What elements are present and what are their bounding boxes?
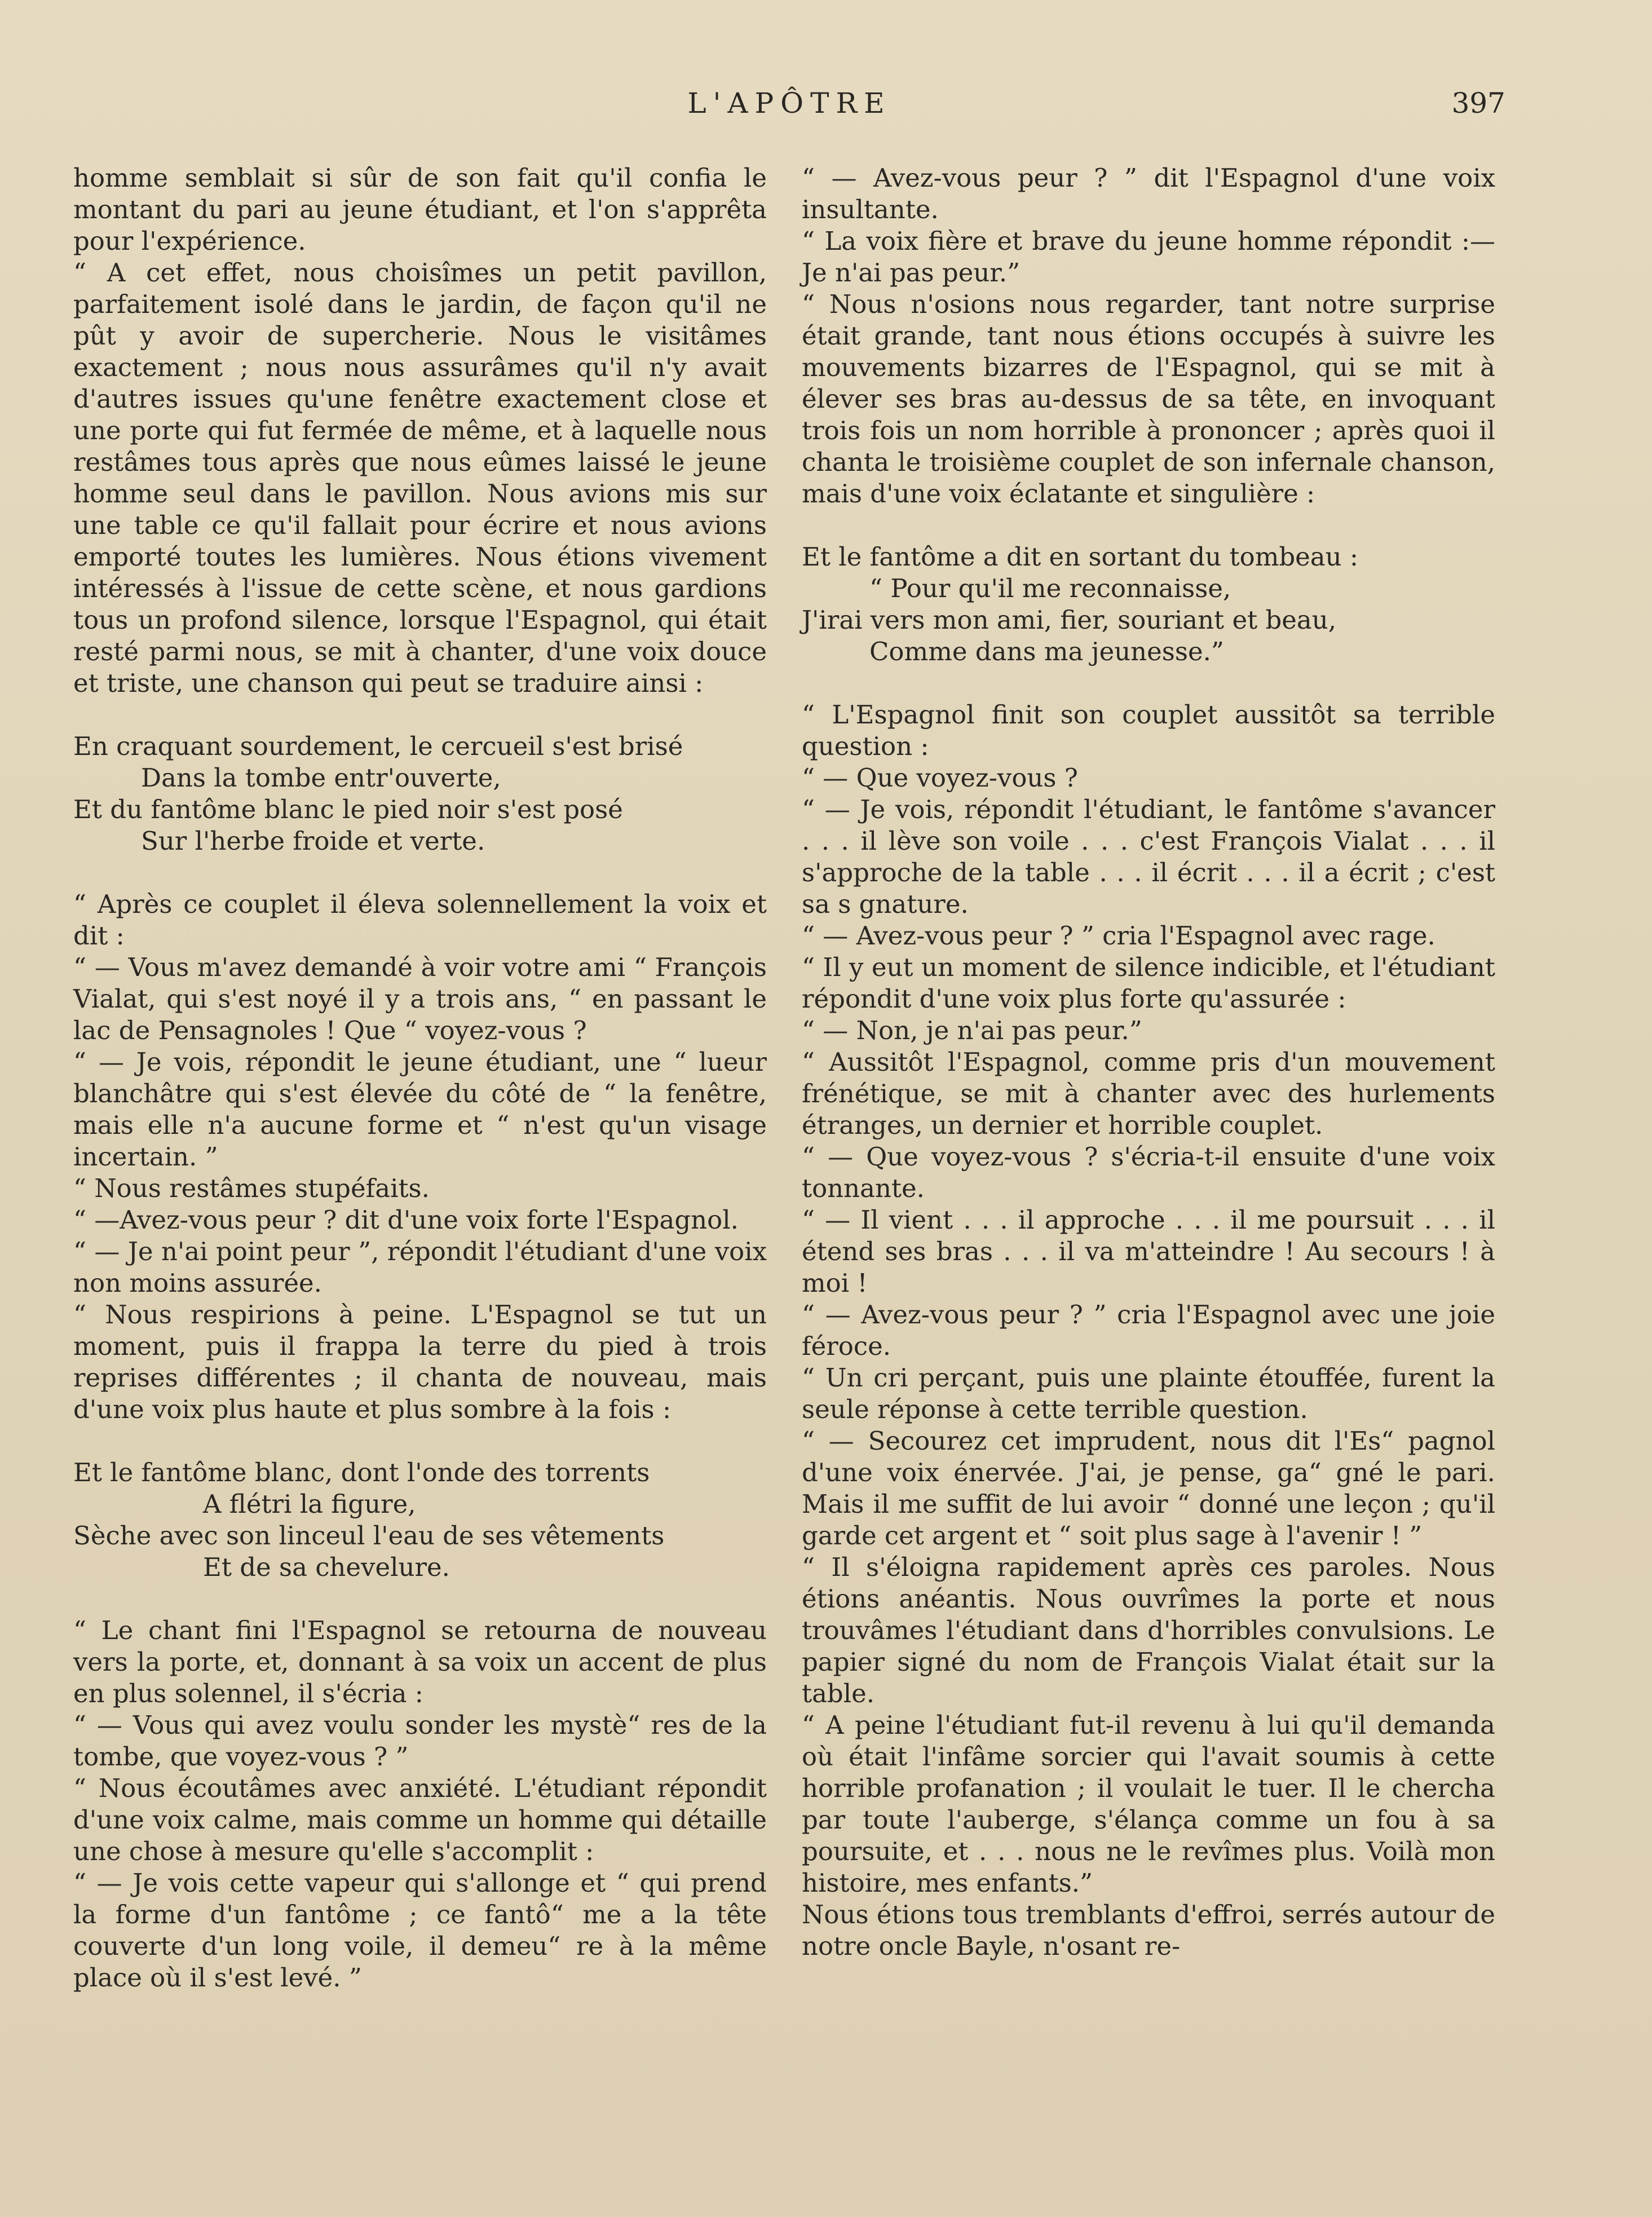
paragraph: homme semblait si sûr de son fait qu'il confia le montant du pari au jeune étudiant, et l'on s'apprêta pour l'expérience.: [73, 163, 767, 256]
paragraph: “ — Secourez cet imprudent, nous dit l'Es“ pagnol d'une voix énervée. J'ai, je pense, ga“ gné le pari. Mais il me suffit de lui avoir “ donné une leçon ; qu'il garde cet argent et “ soit plus sage à l'avenir ! ”: [802, 1426, 1495, 1551]
verse-line: A flétri la figure,: [203, 1489, 416, 1519]
paragraph: “ — Il vient . . . il approche . . . il me poursuit . . . il étend ses bras . . . il va m'atteindre ! Au secours ! à moi !: [802, 1205, 1495, 1298]
spacer: [802, 510, 1495, 541]
verse-line: Et le fantôme a dit en sortant du tombeau :: [802, 542, 1359, 572]
paragraph: “ — Que voyez-vous ?: [802, 763, 1078, 793]
paragraph: “ — Vous m'avez demandé à voir votre ami “ François Vialat, qui s'est noyé il y a trois ans, “ en passant le lac de Pensagnoles ! Que “ voyez-vous ?: [73, 952, 767, 1045]
spacer: [802, 668, 1495, 699]
spacer: [73, 857, 767, 889]
paragraph: “ Nous respirions à peine. L'Espagnol se tut un moment, puis il frappa la terre du pied à trois reprises différentes ; il chanta de nouveau, mais d'une voix plus haute et plus sombre à la fois :: [73, 1300, 767, 1424]
paragraph: “ Nous restâmes stupéfaits.: [73, 1173, 430, 1203]
paragraph: “ Nous n'osions nous regarder, tant notre surprise était grande, tant nous étions occupés à suivre les mouvements bizarres de l'Espagnol, qui se mit à élever ses bras au-dessus de sa tête, en invoquant trois fois un nom horrible à prononcer ; après quoi il chanta le troisième couplet de son infernale chanson, mais d'une voix éclatante et singulière :: [802, 289, 1495, 509]
verse-line: “ Pour qu'il me reconnaisse,: [869, 573, 1231, 603]
spacer: [73, 699, 767, 731]
paragraph: “ Nous écoutâmes avec anxiété. L'étudiant répondit d'une voix calme, mais comme un homme qui détaille une chose à mesure qu'elle s'accomplit :: [73, 1773, 767, 1866]
verse-line: Et du fantôme blanc le pied noir s'est posé: [73, 794, 623, 824]
paragraph: “ —Avez-vous peur ? dit d'une voix forte l'Espagnol.: [73, 1205, 739, 1235]
spacer: [73, 1583, 767, 1615]
page-header: [73, 85, 1505, 124]
paragraph: “ — Avez-vous peur ? ” dit l'Espagnol d'une voix insultante.: [802, 163, 1495, 224]
paragraph: “ A peine l'étudiant fut-il revenu à lui qu'il demanda où était l'infâme sorcier qui l'avait soumis à cette horrible profanation ; il voulait le tuer. Il le chercha par toute l'auberge, s'élança comme un fou à sa poursuite, et . . . nous ne le revîmes plus. Voilà mon histoire, mes enfants.”: [802, 1710, 1495, 1898]
verse-line: Et le fantôme blanc, dont l'onde des torrents: [73, 1458, 650, 1487]
paragraph: “ — Je vois, répondit le jeune étudiant, une “ lueur blanchâtre qui s'est élevée du côté de “ la fenêtre, mais elle n'a aucune forme et “ n'est qu'un visage incertain. ”: [73, 1047, 767, 1172]
paragraph: “ Aussitôt l'Espagnol, comme pris d'un mouvement frénétique, se mit à chanter avec des hurlements étranges, un dernier et horrible couplet.: [802, 1047, 1495, 1140]
paragraph: “ — Je n'ai point peur ”, répondit l'étudiant d'une voix non moins assurée.: [73, 1236, 767, 1298]
verse-line: J'irai vers mon ami, fier, souriant et beau,: [802, 605, 1337, 635]
verse-line: Sèche avec son linceul l'eau de ses vêtements: [73, 1521, 665, 1551]
page-number: 397: [1451, 87, 1505, 120]
paragraph: “ La voix fière et brave du jeune homme répondit :—Je n'ai pas peur.”: [802, 226, 1495, 288]
verse-line: Sur l'herbe froide et verte.: [141, 826, 485, 856]
paragraph: “ — Je vois, répondit l'étudiant, le fantôme s'avancer . . . il lève son voile . . . c'est François Vialat . . . il s'approche de la table . . . il écrit . . . il a écrit ; c'est sa s gnature.: [802, 794, 1495, 919]
paragraph: “ Il s'éloigna rapidement après ces paroles. Nous étions anéantis. Nous ouvrîmes la porte et nous trouvâmes l'étudiant dans d'horribles convulsions. Le papier signé du nom de François Vialat était sur la table.: [802, 1552, 1495, 1708]
paragraph: “ Un cri perçant, puis une plainte étouffée, furent la seule réponse à cette terrible question.: [802, 1363, 1495, 1424]
paragraph: “ — Non, je n'ai pas peur.”: [802, 1015, 1142, 1045]
verse-line: Et de sa chevelure.: [203, 1552, 450, 1582]
paragraph: “ Il y eut un moment de silence indicible, et l'étudiant répondit d'une voix plus forte qu'assurée :: [802, 952, 1495, 1014]
spacer: [73, 1425, 767, 1457]
paragraph: “ Le chant fini l'Espagnol se retourna de nouveau vers la porte, et, donnant à sa voix un accent de plus en plus solennel, il s'écria :: [73, 1615, 767, 1708]
paragraph: “ L'Espagnol finit son couplet aussitôt sa terrible question :: [802, 700, 1495, 761]
paragraph: “ — Que voyez-vous ? s'écria-t-il ensuite d'une voix tonnante.: [802, 1142, 1495, 1203]
paragraph: “ Après ce couplet il éleva solennellement la voix et dit :: [73, 889, 767, 951]
paragraph: “ A cet effet, nous choisîmes un petit pavillon, parfaitement isolé dans le jardin, de façon qu'il ne pût y avoir de supercherie. Nous le visitâmes exactement ; nous nous assurâmes qu'il n'y avait d'autres issues qu'une fenêtre exactement close et une porte qui fut fermée de même, et à laquelle nous restâmes tous après que nous eûmes laissé le jeune homme seul dans le pavillon. Nous avions mis sur une table ce qu'il fallait pour écrire et nous avions emporté toutes les lumières. Nous étions vivement intéressés à l'issue de cette scène, et nous gardions tous un profond silence, lorsque l'Espagnol, qui était resté parmi nous, se mit à chanter, d'une voix douce et triste, une chanson qui peut se traduire ainsi :: [73, 258, 767, 698]
paragraph: “ — Avez-vous peur ? ” cria l'Espagnol avec une joie féroce.: [802, 1300, 1495, 1361]
verse-line: En craquant sourdement, le cercueil s'est brisé: [73, 731, 683, 761]
paragraph: “ — Je vois cette vapeur qui s'allonge et “ qui prend la forme d'un fantôme ; ce fantô“ me a la tête couverte d'un long voile, il demeu“ re à la même place où il s'est levé. ”: [73, 1868, 767, 1993]
left-column: [73, 162, 767, 1994]
verse-line: Comme dans ma jeunesse.”: [869, 637, 1224, 666]
running-title: L'APÔTRE: [687, 87, 891, 120]
paragraph: “ — Avez-vous peur ? ” cria l'Espagnol avec rage.: [802, 921, 1435, 951]
paragraph: “ — Vous qui avez voulu sonder les mystè“ res de la tombe, que voyez-vous ? ”: [73, 1710, 767, 1772]
paragraph: Nous étions tous tremblants d'effroi, serrés autour de notre oncle Bayle, n'osant re-: [802, 1900, 1495, 1961]
verse-line: Dans la tombe entr'ouverte,: [141, 763, 501, 793]
right-column: [802, 162, 1495, 1962]
